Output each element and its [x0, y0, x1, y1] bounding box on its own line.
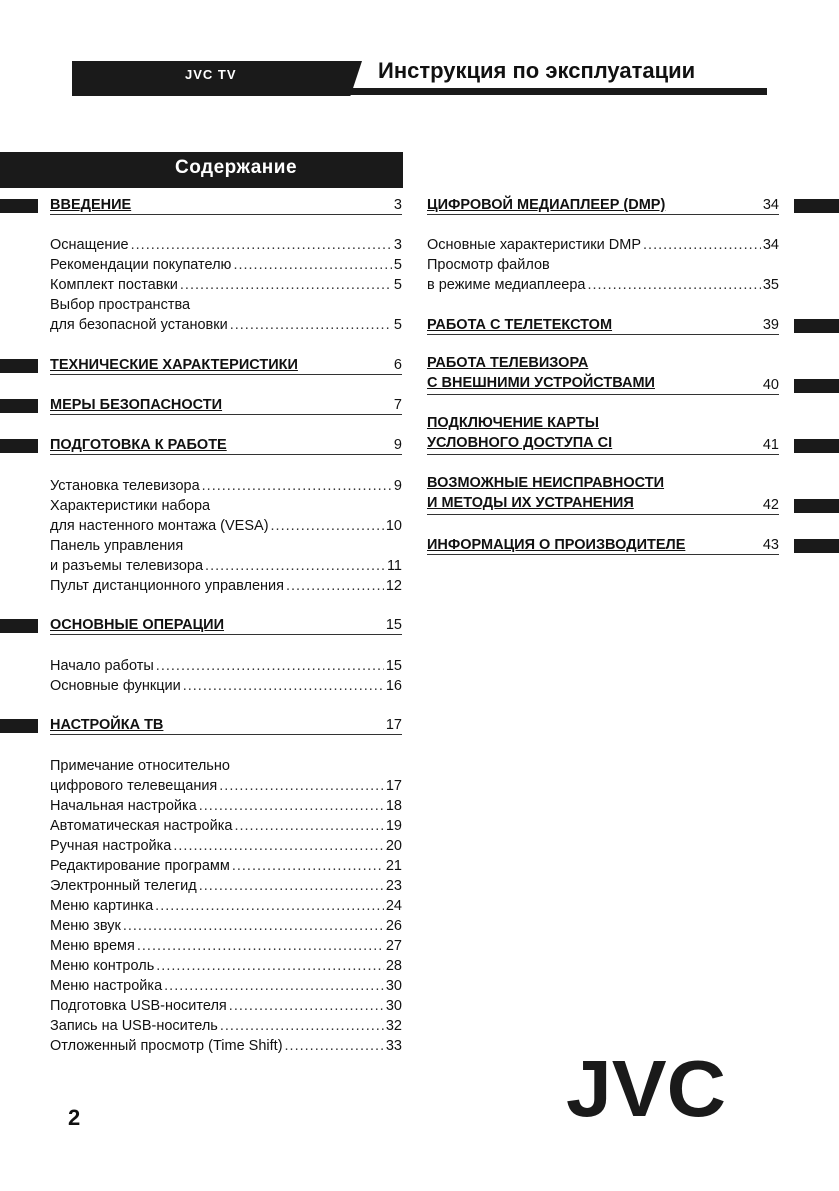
toc-entry[interactable] — [50, 996, 402, 1016]
toc-entry[interactable] — [50, 536, 402, 576]
entry-page: 20 — [385, 838, 402, 854]
toc-entry[interactable] — [50, 756, 402, 796]
toc-entry[interactable] — [50, 1036, 402, 1056]
section-page: 34 — [762, 197, 779, 213]
section-page: 9 — [393, 437, 402, 453]
toc-entry[interactable] — [50, 275, 402, 295]
entry-page: 5 — [393, 277, 402, 293]
entry-label: Оснащение — [50, 237, 129, 253]
entry-page: 33 — [385, 1038, 402, 1054]
entry-label: Основные функции — [50, 678, 181, 694]
leader-dots — [234, 816, 383, 836]
toc-entry[interactable] — [50, 836, 402, 856]
leader-dots — [137, 936, 384, 956]
logo-text: JVC — [566, 1052, 726, 1122]
toc-section[interactable] — [50, 714, 402, 735]
entry-label-line1: Характеристики набора — [50, 498, 211, 514]
leader-dots — [202, 476, 392, 496]
toc-entry[interactable] — [427, 235, 779, 255]
entry-page: 26 — [385, 918, 402, 934]
toc-entry[interactable] — [50, 816, 402, 836]
toc-entry[interactable] — [50, 1016, 402, 1036]
entry-page: 17 — [385, 778, 402, 794]
toc-section[interactable] — [427, 474, 779, 515]
toc-entry[interactable] — [50, 656, 402, 676]
toc-entry[interactable] — [50, 576, 402, 596]
leader-dots — [156, 956, 384, 976]
entry-label: Ручная настройка — [50, 838, 172, 854]
section-title: ИНФОРМАЦИЯ О ПРОИЗВОДИТЕЛЕ — [427, 537, 686, 553]
section-page: 41 — [762, 437, 779, 453]
entry-label: Подготовка USB-носителя — [50, 998, 227, 1014]
entry-label: Меню время — [50, 938, 135, 954]
section-marker — [0, 359, 38, 373]
entry-page: 18 — [385, 798, 402, 814]
entry-label-line1: Примечание относительно — [50, 758, 230, 774]
entry-label: для безопасной установки — [50, 317, 228, 333]
section-title-line1: РАБОТА ТЕЛЕВИЗОРА — [427, 355, 589, 371]
toc-section[interactable] — [427, 534, 779, 555]
leader-dots — [286, 576, 384, 596]
entry-label-line1: Выбор пространства — [50, 297, 191, 313]
entry-label: и разъемы телевизора — [50, 558, 204, 574]
leader-dots — [220, 1016, 384, 1036]
toc-section[interactable] — [50, 194, 402, 215]
toc-section[interactable] — [50, 394, 402, 415]
section-title: ЦИФРОВОЙ МЕДИАПЛЕЕР (DMP) — [427, 197, 666, 213]
section-page: 3 — [393, 197, 402, 213]
header-rule — [350, 88, 767, 95]
toc-entry[interactable] — [50, 476, 402, 496]
entry-label: Основные характеристики DMP — [427, 237, 642, 253]
leader-dots — [173, 836, 384, 856]
toc-section[interactable] — [50, 614, 402, 635]
toc-entry[interactable] — [50, 235, 402, 255]
section-page: 43 — [762, 537, 779, 553]
section-title-line1: ПОДКЛЮЧЕНИЕ КАРТЫ — [427, 415, 599, 431]
toc-section[interactable] — [427, 414, 779, 455]
entry-page: 11 — [386, 558, 402, 574]
leader-dots — [271, 516, 384, 536]
entry-label: Меню картинка — [50, 898, 154, 914]
leader-dots — [229, 996, 384, 1016]
entry-page: 35 — [762, 277, 779, 293]
entry-label: Пульт дистанционного управления — [50, 578, 284, 594]
leader-dots — [164, 976, 384, 996]
entry-label: Меню контроль — [50, 958, 155, 974]
section-page: 39 — [762, 317, 779, 333]
entry-page: 16 — [385, 678, 402, 694]
leader-dots — [230, 315, 392, 335]
leader-dots — [205, 556, 385, 576]
entry-page: 10 — [385, 518, 402, 534]
toc-entry[interactable] — [50, 936, 402, 956]
section-marker — [0, 719, 38, 733]
entry-page: 28 — [385, 958, 402, 974]
leader-dots — [219, 776, 384, 796]
toc-entry[interactable] — [50, 676, 402, 696]
toc-entry[interactable] — [50, 896, 402, 916]
entry-label: Электронный телегид — [50, 878, 197, 894]
leader-dots — [232, 856, 384, 876]
toc-section[interactable] — [427, 314, 779, 335]
entry-label: Редактирование программ — [50, 858, 230, 874]
entry-page: 27 — [385, 938, 402, 954]
section-marker — [794, 379, 839, 393]
leader-dots — [155, 896, 384, 916]
entry-label: Запись на USB-носитель — [50, 1018, 218, 1034]
toc-section[interactable] — [50, 434, 402, 455]
leader-dots — [587, 275, 760, 295]
leader-dots — [199, 876, 384, 896]
leader-dots — [131, 235, 392, 255]
section-marker — [0, 399, 38, 413]
entry-page: 9 — [393, 478, 402, 494]
section-marker — [0, 199, 38, 213]
entry-page: 5 — [393, 317, 402, 333]
section-marker — [794, 319, 839, 333]
section-title: И МЕТОДЫ ИХ УСТРАНЕНИЯ — [427, 495, 634, 511]
section-title: ПОДГОТОВКА К РАБОТЕ — [50, 437, 227, 453]
toc-entry[interactable] — [50, 876, 402, 896]
toc-section[interactable] — [427, 194, 779, 215]
section-page: 7 — [393, 397, 402, 413]
leader-dots — [180, 275, 392, 295]
entry-label: Начало работы — [50, 658, 154, 674]
document-title: Инструкция по эксплуатации — [378, 58, 696, 83]
section-marker — [794, 499, 839, 513]
section-title: ОСНОВНЫЕ ОПЕРАЦИИ — [50, 617, 225, 633]
leader-dots — [199, 796, 384, 816]
section-title-line1: ВОЗМОЖНЫЕ НЕИСПРАВНОСТИ — [427, 475, 665, 491]
section-title: НАСТРОЙКА ТВ — [50, 717, 164, 733]
section-marker — [0, 619, 38, 633]
section-marker — [794, 439, 839, 453]
section-page: 17 — [385, 717, 402, 733]
toc-entry[interactable] — [50, 255, 402, 275]
entry-label: Установка телевизора — [50, 478, 200, 494]
leader-dots — [285, 1036, 384, 1056]
entry-label: Отложенный просмотр (Time Shift) — [50, 1038, 283, 1054]
toc-entry[interactable] — [50, 796, 402, 816]
section-page: 42 — [762, 497, 779, 513]
entry-page: 24 — [385, 898, 402, 914]
toc-entry[interactable] — [50, 496, 402, 536]
entry-page: 21 — [385, 858, 402, 874]
section-marker — [794, 199, 839, 213]
toc-entry[interactable] — [50, 856, 402, 876]
entry-page: 15 — [385, 658, 402, 674]
leader-dots — [156, 656, 384, 676]
toc-entry[interactable] — [427, 255, 779, 295]
entry-page: 34 — [762, 237, 779, 253]
entry-label: Меню настройка — [50, 978, 163, 994]
section-page: 40 — [762, 377, 779, 393]
toc-section[interactable] — [427, 354, 779, 395]
entry-label: для настенного монтажа (VESA) — [50, 518, 269, 534]
toc-entry[interactable] — [50, 916, 402, 936]
page-number: 2 — [68, 1105, 81, 1130]
toc-entry[interactable] — [50, 956, 402, 976]
section-marker — [794, 539, 839, 553]
leader-dots — [233, 255, 391, 275]
toc-entry[interactable] — [50, 295, 402, 335]
contents-heading: Содержание — [174, 157, 298, 178]
section-page: 6 — [393, 357, 402, 373]
entry-label: Рекомендации покупателю — [50, 257, 232, 273]
section-title: УСЛОВНОГО ДОСТУПА CI — [427, 435, 613, 451]
entry-label-line1: Просмотр файлов — [427, 257, 550, 273]
section-title: ВВЕДЕНИЕ — [50, 197, 132, 213]
toc-section[interactable] — [50, 354, 402, 375]
entry-page: 5 — [393, 257, 402, 273]
entry-label: Комплект поставки — [50, 277, 178, 293]
entry-page: 32 — [385, 1018, 402, 1034]
leader-dots — [183, 676, 384, 696]
leader-dots — [643, 235, 761, 255]
entry-label: цифрового телевещания — [50, 778, 218, 794]
entry-page: 12 — [385, 578, 402, 594]
section-title: РАБОТА С ТЕЛЕТЕКСТОМ — [427, 317, 613, 333]
entry-label-line1: Панель управления — [50, 538, 184, 554]
entry-page: 30 — [385, 998, 402, 1014]
leader-dots — [123, 916, 384, 936]
entry-label: Начальная настройка — [50, 798, 197, 814]
entry-page: 3 — [393, 237, 402, 253]
section-title: ТЕХНИЧЕСКИЕ ХАРАКТЕРИСТИКИ — [50, 357, 298, 373]
header-brand: JVC TV — [185, 67, 237, 82]
entry-page: 19 — [385, 818, 402, 834]
entry-label: Меню звук — [50, 918, 121, 934]
section-marker — [0, 439, 38, 453]
entry-label: в режиме медиаплеера — [427, 277, 586, 293]
section-title: МЕРЫ БЕЗОПАСНОСТИ — [50, 397, 223, 413]
entry-page: 30 — [385, 978, 402, 994]
jvc-logo — [565, 1052, 728, 1122]
section-page: 15 — [385, 617, 402, 633]
entry-page: 23 — [385, 878, 402, 894]
entry-label: Автоматическая настройка — [50, 818, 233, 834]
toc-entry[interactable] — [50, 976, 402, 996]
section-title: С ВНЕШНИМИ УСТРОЙСТВАМИ — [427, 375, 655, 391]
